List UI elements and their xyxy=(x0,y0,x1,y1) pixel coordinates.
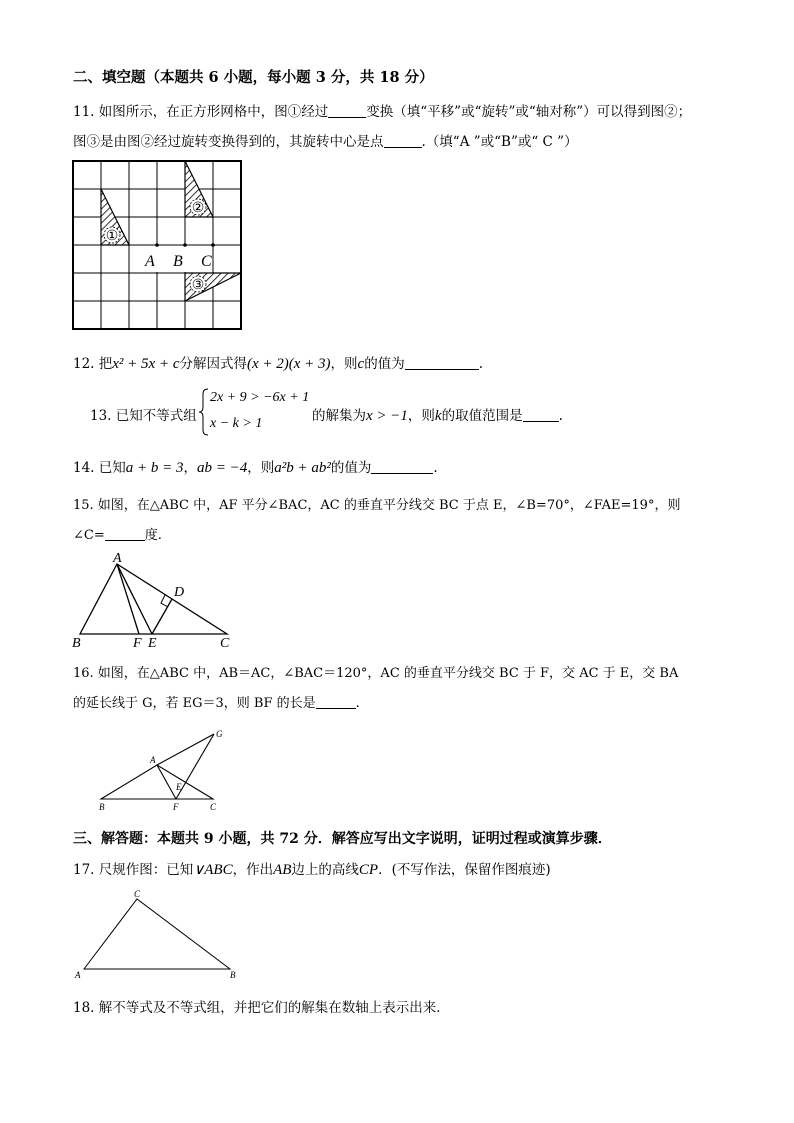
q15-line1: 15. 如图，在△ABC 中，AF 平分∠BAC，AC 的垂直平分线交 BC 于点 E，∠B=70°，∠FAE=19°，则 xyxy=(73,498,681,513)
q11-point-b xyxy=(183,243,187,247)
q17-line-name: CP xyxy=(358,862,379,878)
q16-line1: 16. 如图，在△ABC 中，AB＝AC，∠BAC＝120°，AC 的垂直平分线交 BC 于 F，交 AC 于 E，交 BA xyxy=(73,666,679,681)
q12-suffix: 的值为 xyxy=(364,356,405,372)
q15-segment-ed xyxy=(152,599,172,634)
q13-variable: k xyxy=(434,408,442,424)
q11-blank-1[interactable] xyxy=(328,103,366,118)
q11-fig1-label: ① xyxy=(105,229,119,244)
q14-expression: a²b + ab² xyxy=(274,460,331,476)
q14-line: 14. 已知a + b = 3，ab = −4，则a²b + ab²的值为 . xyxy=(73,460,438,476)
q16-label-a: A xyxy=(150,755,156,765)
q17-label-b: B xyxy=(230,970,236,980)
q11-label-a: A xyxy=(145,253,155,270)
q12-variable: c xyxy=(357,356,365,372)
q16-text-b: . xyxy=(355,696,360,711)
q17-label-c: C xyxy=(134,889,141,899)
q11-label-c: C xyxy=(201,253,212,270)
q15-figure xyxy=(70,548,240,652)
q11-fig3-label: ③ xyxy=(191,278,205,293)
q17-line xyxy=(73,858,551,879)
q13-brace xyxy=(199,388,209,436)
q15-triangle-abc xyxy=(80,564,227,634)
q17-triangle: ∨ABC xyxy=(193,862,233,878)
q15-label-f: F xyxy=(133,636,142,651)
q17-label-a: A xyxy=(75,970,81,980)
q13-inequality-1: 2x + 9 > −6x + 1 xyxy=(210,390,310,405)
q14-blank[interactable] xyxy=(371,459,433,474)
q11-text-a: 11. 如图所示，在正方形网格中，图①经过 xyxy=(73,104,329,120)
q18-line: 18. 解不等式及不等式组，并把它们的解集在数轴上表示出来． xyxy=(73,1000,450,1016)
q11-label-b: B xyxy=(173,253,183,270)
q15-label-e: E xyxy=(148,636,157,651)
q12-mid: 分解因式得 xyxy=(179,356,247,372)
q17-side: AB xyxy=(273,862,292,878)
q17-triangle-abc xyxy=(84,899,230,969)
q16-line2 xyxy=(73,692,360,711)
q11-label-gap xyxy=(130,246,212,272)
q11-fig2-label: ② xyxy=(191,201,205,216)
q16-figure xyxy=(96,726,236,814)
q16-blank[interactable] xyxy=(316,694,356,709)
q12-prefix: 12. 把 xyxy=(73,356,113,372)
q11-point-a xyxy=(155,243,159,247)
section-2-title: 二、填空题（本题共 6 小题，每小题 3 分，共 18 分） xyxy=(73,69,434,86)
q15-text-b: 度. xyxy=(144,528,162,543)
q16-label-e: E xyxy=(176,782,182,792)
q11-text-b: 变换（填“平移”或“旋转”或“轴对称”）可以得到图②； xyxy=(366,104,692,120)
q15-text-a: ∠C= xyxy=(73,528,105,543)
q15-label-b: B xyxy=(72,636,81,651)
q15-segment-af xyxy=(117,564,139,634)
q15-label-c: C xyxy=(220,636,230,651)
q12-line: 12. 把x² + 5x + c分解因式得(x + 2)(x + 3)，则c的值为 . xyxy=(73,356,483,372)
q13-solution: x > −1 xyxy=(366,408,408,424)
q14-mid: ，则 xyxy=(247,460,275,476)
q11-point-c xyxy=(211,243,215,247)
q14-prefix: 14. 已知 xyxy=(73,460,126,476)
q12-mid2: ，则 xyxy=(330,356,358,372)
q14-eq2: ab = −4 xyxy=(197,460,248,476)
q14-eq1: a + b = 3 xyxy=(125,460,184,476)
q15-right-angle-mark xyxy=(161,595,168,607)
q12-blank[interactable] xyxy=(405,355,479,370)
q11-text-c: 图③是由图②经过旋转变换得到的，其旋转中心是点 xyxy=(73,134,384,150)
q11-text-d: .（填“A ”或“B”或“ C ”） xyxy=(421,134,578,150)
q13-mid: 的解集为 xyxy=(312,408,366,424)
q13-blank[interactable] xyxy=(523,407,559,422)
q17-prefix: 17. 尺规作图：已知 xyxy=(73,862,194,878)
q16-label-f: F xyxy=(173,802,179,812)
q16-text-a: 的延长线于 G，若 EG＝3，则 BF 的长是 xyxy=(73,696,316,711)
q11-line2 xyxy=(73,130,578,150)
q15-blank[interactable] xyxy=(105,526,145,541)
q12-factor: (x + 2)(x + 3) xyxy=(246,356,331,372)
q15-label-a: A xyxy=(113,551,122,566)
q16-label-c: C xyxy=(210,802,217,812)
section-3-title: 三、解答题：本题共 9 小题，共 72 分．解答应写出文字说明，证明过程或演算步骤． xyxy=(73,831,612,847)
q16-label-b: B xyxy=(99,802,105,812)
q16-segment-af xyxy=(157,765,176,799)
q11-line1 xyxy=(73,100,691,120)
q13-mid2: ，则 xyxy=(407,408,435,424)
q16-label-g: G xyxy=(216,729,223,739)
q16-triangle-abc xyxy=(101,765,213,799)
q11-blank-2[interactable] xyxy=(384,133,422,148)
q11-grid-figure xyxy=(72,160,246,334)
q17-suffix: ．(不写作法，保留作图痕迹) xyxy=(378,862,551,878)
q12-expression: x² + 5x + c xyxy=(112,356,180,372)
q17-mid2: 边上的高线 xyxy=(291,862,359,878)
q17-figure xyxy=(70,886,242,980)
q15-label-d: D xyxy=(174,585,185,600)
q15-line2 xyxy=(73,524,162,543)
q17-mid: ，作出 xyxy=(232,862,274,878)
q14-sep: ， xyxy=(183,460,198,476)
q13-line: 的解集为x > −1，则k的取值范围是 . xyxy=(312,408,563,424)
q13-inequality-2: x − k > 1 xyxy=(210,416,263,431)
q14-suffix: 的值为 xyxy=(330,460,372,476)
q13-prefix: 13. 已知不等式组 xyxy=(90,408,197,424)
q13-suffix: 的取值范围是 xyxy=(441,408,523,424)
